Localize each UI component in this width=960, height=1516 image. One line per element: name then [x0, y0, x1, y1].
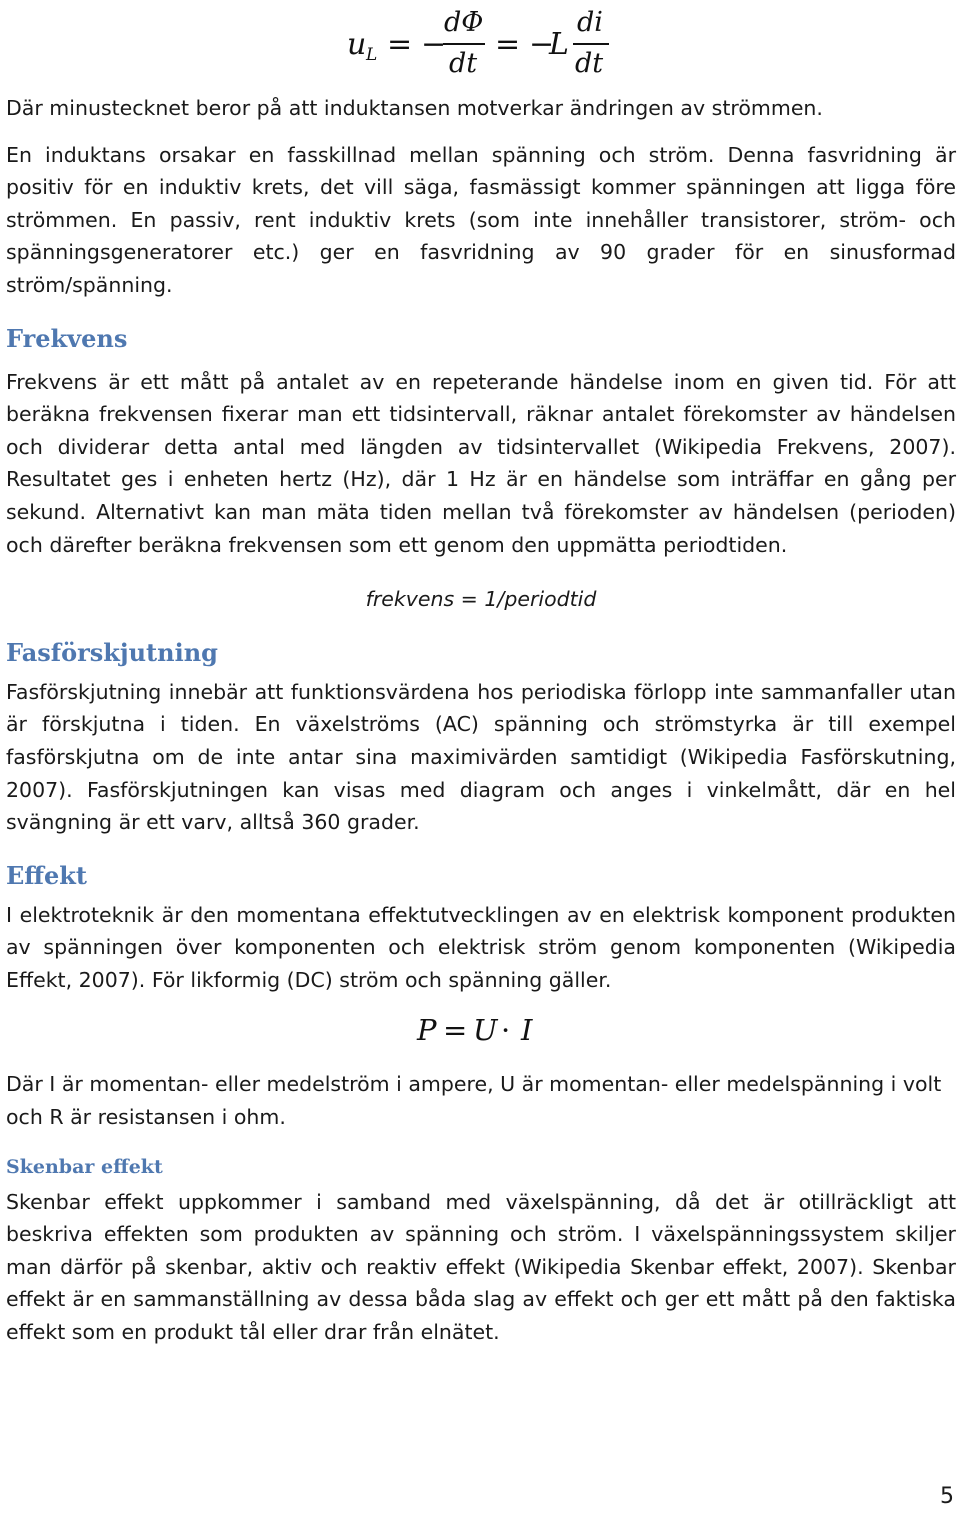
formula-equals-2: =	[495, 27, 521, 62]
paragraph-effekt-explanation: Där I är momentan- eller medelström i ampere, U är momentan- eller medelspänning i volt och R är resistansen i ohm.	[6, 1072, 942, 1130]
formula-minus-1: −	[421, 27, 447, 62]
inductance-formula	[0, 4, 960, 80]
formula-power-i: I	[521, 1013, 533, 1048]
paragraph-fasforskjutning: Fasförskjutning innebär att funktionsvärdena hos periodiska förlopp inte sammanfaller utan är förskjutna i tiden. En växelströms (AC) spänning och strömstyrka är till exempel fasförskjutna om de inte antar sina maximivärden samtidigt (Wikipedia Fasförskutning, 2007). Fasförskjutningen kan visas med diagram och anges i vinkelmått, där en hel svängning är ett varv, alltså 360 grader.	[6, 679, 956, 835]
heading-fasforskjutning: Fasförskjutning	[6, 637, 218, 667]
paragraph-effekt: I elektroteknik är den momentana effektutvecklingen av en elektrisk komponent produkten av spänningen över komponenten och elektrisk ström genom komponenten (Wikipedia Effekt, 2007). För likformig (DC) ström och spänning gäller.	[6, 902, 956, 992]
formula-l: L	[549, 27, 569, 62]
frekvens-formula: frekvens = 1/periodtid	[365, 587, 597, 612]
power-formula-svg	[413, 1006, 549, 1052]
formula-denominator-2: dt	[575, 48, 604, 79]
formula-power-dot: ·	[501, 1013, 511, 1048]
formula-minus-2: −	[529, 27, 555, 62]
formula-p: P	[417, 1013, 437, 1048]
power-formula	[6, 1006, 956, 1052]
formula-u: u	[347, 27, 367, 62]
main-content	[6, 92, 956, 1349]
heading-frekvens: Frekvens	[6, 323, 128, 353]
paragraph-skenbar-effekt: Skenbar effekt uppkommer i samband med växelspänning, då det är otillräckligt att beskriva effekten som produkten av spänning och ström. I växelspänningssystem skiljer man därför på skenbar, aktiv och reaktiv effekt (Wikipedia Skenbar effekt, 2007). Skenbar effekt är en sammanställning av dessa båda slag av effekt och ger ett mått på den faktiska effekt som en produkt tål eller drar från elnätet.	[6, 1189, 956, 1345]
paragraph-phase-difference: En induktans orsakar en fasskillnad mellan spänning och ström. Denna fasvridning är positiv för en induktiv krets, det vill säga, fasmässigt kommer spänningen att ligga före strömmen. En passiv, rent induktiv krets (som inte innehåller transistorer, ström- och spänningsgeneratorer etc.) ger en fasvridning av 90 grader för en sinusformad ström/spänning.	[6, 142, 956, 297]
formula-power-u: U	[473, 1013, 498, 1048]
formula-numerator-1: dΦ	[444, 7, 484, 38]
inductance-formula-svg	[345, 4, 615, 80]
formula-subscript-l: L	[366, 45, 378, 65]
formula-numerator-2: di	[577, 7, 603, 38]
page-number: 5	[940, 1484, 954, 1509]
formula-denominator-1: dt	[449, 48, 478, 79]
formula-power-equals: =	[443, 1013, 468, 1048]
heading-skenbar-effekt: Skenbar effekt	[6, 1155, 163, 1178]
paragraph-minus-sign: Där minustecknet beror på att induktansen motverkar ändringen av strömmen.	[6, 96, 823, 120]
heading-effekt: Effekt	[6, 860, 87, 890]
formula-equals-1: =	[387, 27, 413, 62]
paragraph-frekvens: Frekvens är ett mått på antalet av en repeterande händelse inom en given tid. För att beräkna frekvensen fixerar man ett tidsintervall, räknar antalet förekomster av händelsen och dividerar detta antal med längden av tidsintervallet (Wikipedia Frekvens, 2007). Resultatet ges i enheten hertz (Hz), där 1 Hz är en händelse som inträffar en gång per sekund. Alternativt kan man mäta tiden mellan två förekomster av händelsen (perioden) och därefter beräkna frekvensen som ett genom den uppmätta periodtiden.	[6, 369, 956, 557]
